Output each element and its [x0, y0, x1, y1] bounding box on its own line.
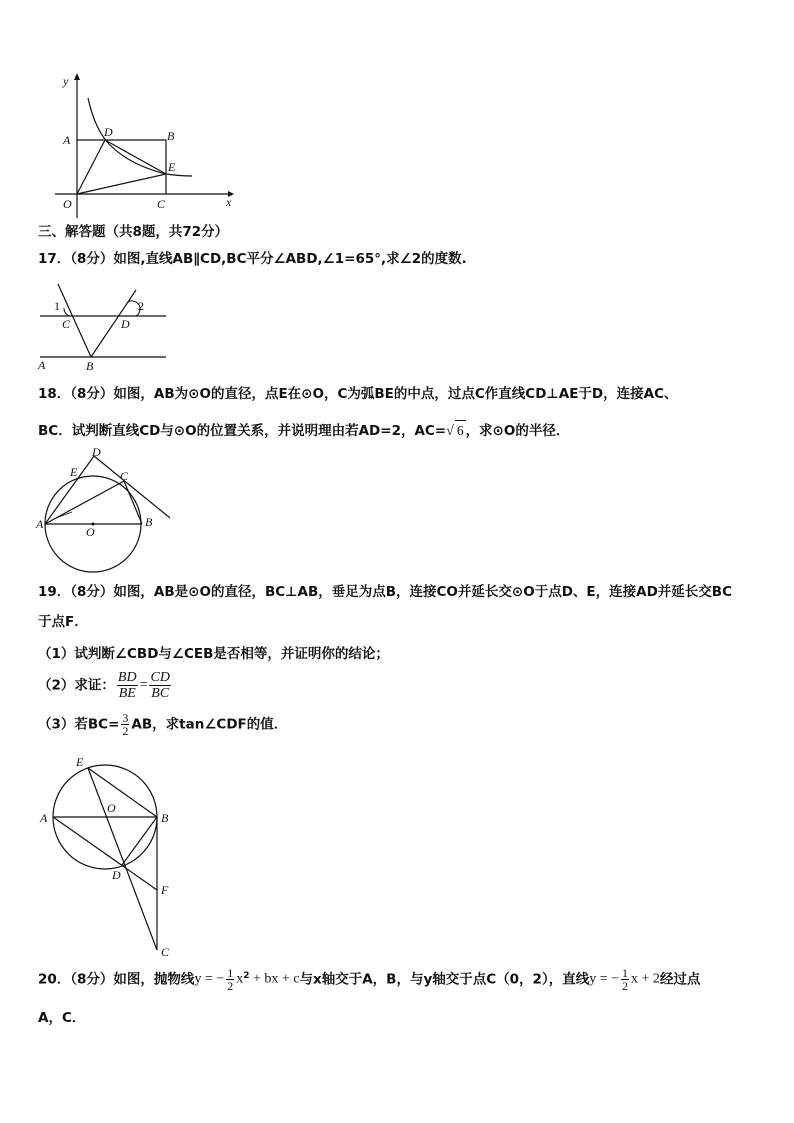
- fraction-denominator: 2: [227, 979, 234, 993]
- label-C: C: [62, 317, 71, 331]
- q20-post: 经过点: [659, 971, 701, 988]
- fraction-denominator: BC: [151, 686, 170, 701]
- equals-sign: =: [139, 677, 148, 693]
- label-B: B: [145, 515, 153, 529]
- line-CD-tangent: [94, 456, 170, 518]
- label-y: y: [63, 74, 69, 88]
- q20-eq1-tail: + bx + c: [249, 971, 300, 987]
- label-D: D: [104, 125, 113, 139]
- segment-OE: [77, 174, 166, 194]
- q19-part3: [38, 712, 287, 737]
- segment-OD: [77, 140, 105, 194]
- q20-eq1-x: x: [236, 971, 244, 987]
- q20-mid: 与x轴交于A，B，与y轴交于点C（0，2），直线: [299, 971, 590, 988]
- label-B: B: [167, 129, 175, 143]
- label-D: D: [92, 445, 101, 459]
- center-O: [92, 523, 95, 526]
- fraction-numerator: 3: [122, 711, 129, 725]
- q20-line2: A，C．: [38, 1010, 86, 1026]
- section-heading: 三、解答题（共8题，共72分）: [38, 224, 229, 240]
- q20-line1: [38, 966, 700, 992]
- label-2: 2: [138, 299, 144, 313]
- label-C: C: [161, 945, 170, 959]
- q20-pre: 20．（8分）如图，抛物线: [38, 971, 195, 988]
- q19-part1: （1）试判断∠CBD与∠CEB是否相等，并证明你的结论；: [38, 646, 389, 662]
- fraction-numerator: CD: [150, 670, 170, 685]
- q18-line2-pre: BC．试判断直线CD与⊙O的位置关系，并说明理由若AD=2，AC=: [38, 423, 447, 439]
- segment-DE: [105, 140, 166, 174]
- q20-eq1-fraction: [226, 967, 234, 992]
- fraction-3-2: [121, 712, 129, 737]
- label-E: E: [70, 465, 78, 479]
- q19-line1: 19．（8分）如图，AB是⊙O的直径，BC⊥AB，垂足为点B，连接CO并延长交⊙O于点D、E，连接AD并延长交BC: [38, 584, 732, 600]
- q17-text: 17．（8分）如图,直线AB∥CD,BC平分∠ABD,∠1=65°,求∠2的度数.: [38, 251, 467, 267]
- label-F: F: [161, 883, 169, 897]
- label-A: A: [63, 133, 71, 147]
- label-E: E: [168, 160, 176, 174]
- segment-EC: [88, 768, 157, 950]
- q19-part3-pre: （3）若BC=: [38, 716, 120, 733]
- q18-line1: 18．（8分）如图，AB为⊙O的直径，点E在⊙O，C为弧BE的中点，过点C作直线CD⊥AE于D，连接AC、: [38, 386, 678, 402]
- q18-sqrt-value: 6: [455, 420, 466, 441]
- label-A: A: [40, 811, 48, 825]
- label-O: O: [86, 525, 95, 539]
- segment-EB: [88, 768, 157, 817]
- q19-part2-pre: （2）求证：: [38, 677, 115, 694]
- label-O: O: [63, 197, 72, 211]
- q19-figure: [38, 752, 183, 957]
- fraction-numerator: BD: [117, 670, 137, 685]
- q17-figure: [36, 280, 176, 375]
- q18-line2: BC．试判断直线CD与⊙O的位置关系，并说明理由若AD=2，AC=√ 6 ，求⊙O的半径．: [38, 420, 569, 442]
- label-O: O: [107, 801, 116, 815]
- q19-part3-post: AB，求tan∠CDF的值．: [131, 716, 288, 733]
- label-1: 1: [54, 299, 60, 313]
- q19-line2: 于点F．: [38, 614, 88, 630]
- label-D: D: [112, 868, 121, 882]
- label-B: B: [86, 359, 94, 373]
- q20-eq2-lhs: y = −: [589, 971, 620, 987]
- y-axis-arrow: [74, 73, 80, 80]
- q20-eq2-fraction: [621, 967, 629, 992]
- fraction-CD-BC: [149, 670, 170, 701]
- figure-coordinate-graph: [50, 70, 250, 220]
- fraction-denominator: 2: [622, 979, 629, 993]
- label-A: A: [38, 358, 46, 372]
- fraction-denominator: 2: [122, 724, 129, 738]
- label-x: x: [226, 195, 232, 209]
- fraction-denominator: BE: [118, 686, 136, 701]
- q18-line2-post: ，求⊙O的半径．: [465, 423, 570, 439]
- label-C: C: [157, 197, 166, 211]
- q20-eq2-tail: x + 2: [631, 971, 660, 987]
- q20-eq1-exponent: 2: [243, 971, 250, 981]
- label-C: C: [120, 469, 129, 483]
- label-A: A: [36, 517, 44, 531]
- fraction-BD-BE: [117, 670, 138, 701]
- label-B: B: [161, 811, 169, 825]
- label-D: D: [121, 317, 130, 331]
- q19-part2: [38, 670, 173, 701]
- fraction-numerator: 1: [622, 966, 629, 980]
- dash-OC: [56, 512, 72, 518]
- q18-figure: [36, 446, 186, 571]
- fraction-numerator: 1: [227, 966, 234, 980]
- label-E: E: [76, 755, 84, 769]
- q20-eq1-lhs: y = −: [194, 971, 225, 987]
